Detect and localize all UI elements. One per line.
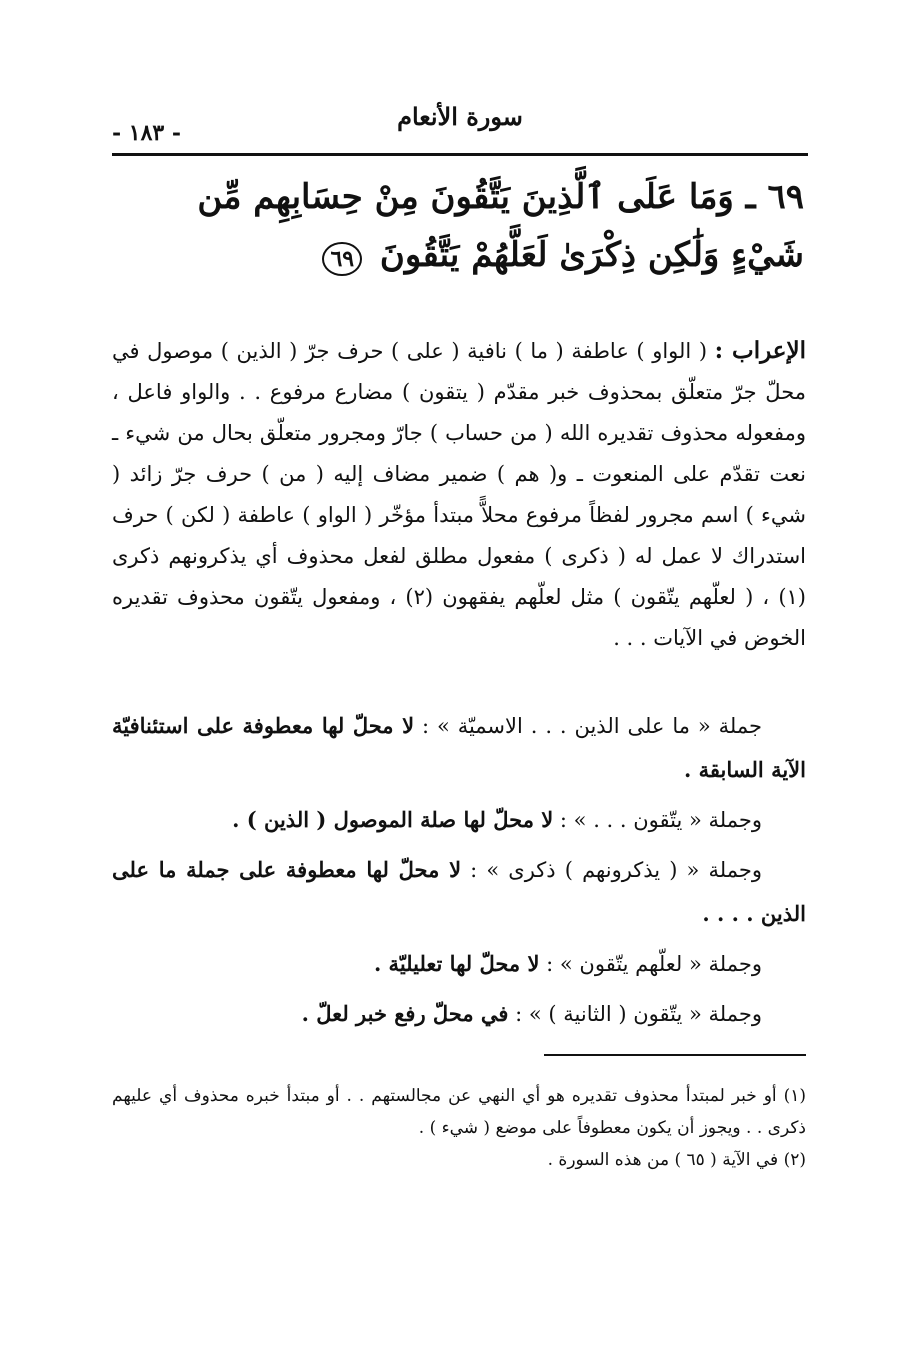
- footnote-2: (٢) في الآية ( ٦٥ ) من هذه السورة .: [547, 1150, 806, 1170]
- footnotes: [112, 1080, 806, 1176]
- page-header: [112, 100, 808, 156]
- sentence-item: [112, 798, 806, 842]
- sentence-item: [112, 942, 806, 986]
- verse-end-mark-icon: ٦٩: [322, 242, 362, 276]
- irab-paragraph: [112, 330, 806, 659]
- footnote-1: (١) أو خبر لمبتدأ محذوف تقديره هو أي النهي عن مجالستهم . . أو مبتدأ خبره محذوف أي عليهم ذكرى . . ويجوز أن يكون معطوفاً على موضع ( شيء ) .: [112, 1086, 807, 1138]
- sentence-label: جملة « ما على الذين . . . الاسميّة » :: [421, 714, 762, 738]
- sentence-label: وجملة « يتّقون ( الثانية ) » :: [515, 1002, 762, 1026]
- sentence-label: وجملة « ( يذكرونهم ) ذكرى » :: [470, 858, 762, 882]
- sentence-ruling: لا محلّ لها معطوفة على استئنافيّة الآية السابقة .: [112, 713, 806, 782]
- irab-text-block: [112, 330, 806, 659]
- sentence-item: [112, 704, 806, 792]
- sentence-ruling: لا محلّ لها تعليليّة .: [373, 951, 540, 976]
- header-rule: [112, 153, 808, 156]
- sentence-ruling: لا محلّ لها صلة الموصول ( الذين ) .: [232, 807, 554, 832]
- sentence-label: وجملة « يتّقون . . . » :: [559, 808, 762, 832]
- running-title: سورة الأنعام: [397, 102, 523, 131]
- page-number: - ١٨٣ -: [112, 120, 182, 146]
- sentence-label: وجملة « لعلّهم يتّقون » :: [546, 952, 762, 976]
- sentence-ruling: لا محلّ لها معطوفة على جملة ما على الذين . . . .: [112, 857, 806, 926]
- irab-text: ( الواو ) عاطفة ( ما ) نافية ( على ) حرف جرّ ( الذين ) موصول في محلّ جرّ متعلّق بمحذوف خبر مقدّم ( يتقون ) مضارع مرفوع . . والواو فاعل ، ومفعوله محذوف تقديره الله ( من حساب ) جارّ ومجرور متعلّق بحال من شيء ـ نعت تقدّم على المنعوت ـ و( هم ) ضمير مضاف إليه ( من ) حرف جرّ زائد ( شيء ) اسم مجرور لفظاً مرفوع محلاًّ مبتدأ مؤخّر ( الواو ) عاطفة ( لكن ) حرف استدراك لا عمل له ( ذكرى ) مفعول مطلق لفعل محذوف أي يذكرونهم ذكرى (١) ، ( لعلّهم يتّقون ) مثل لعلّهم يفقهون (٢) ، ومفعول يتّقون محذوف تقديره الخوض في الآيات . . .: [112, 339, 806, 650]
- sentence-ruling: في محلّ رفع خبر لعلّ .: [301, 1001, 509, 1026]
- verse-text: ٦٩ ـ وَمَا عَلَى ٱلَّذِينَ يَتَّقُونَ مِنْ حِسَابِهِم مِّن شَيْءٍ وَلَٰكِن ذِكْرَىٰ لَعَلَّهُمْ يَتَّقُونَ: [197, 177, 804, 275]
- sentence-item: [112, 848, 806, 936]
- footnote-separator: [544, 1054, 806, 1056]
- quran-verse: [130, 168, 804, 284]
- sentence-analysis: [112, 704, 806, 1042]
- irab-label: الإعراب :: [714, 337, 807, 364]
- sentence-item: [112, 992, 806, 1036]
